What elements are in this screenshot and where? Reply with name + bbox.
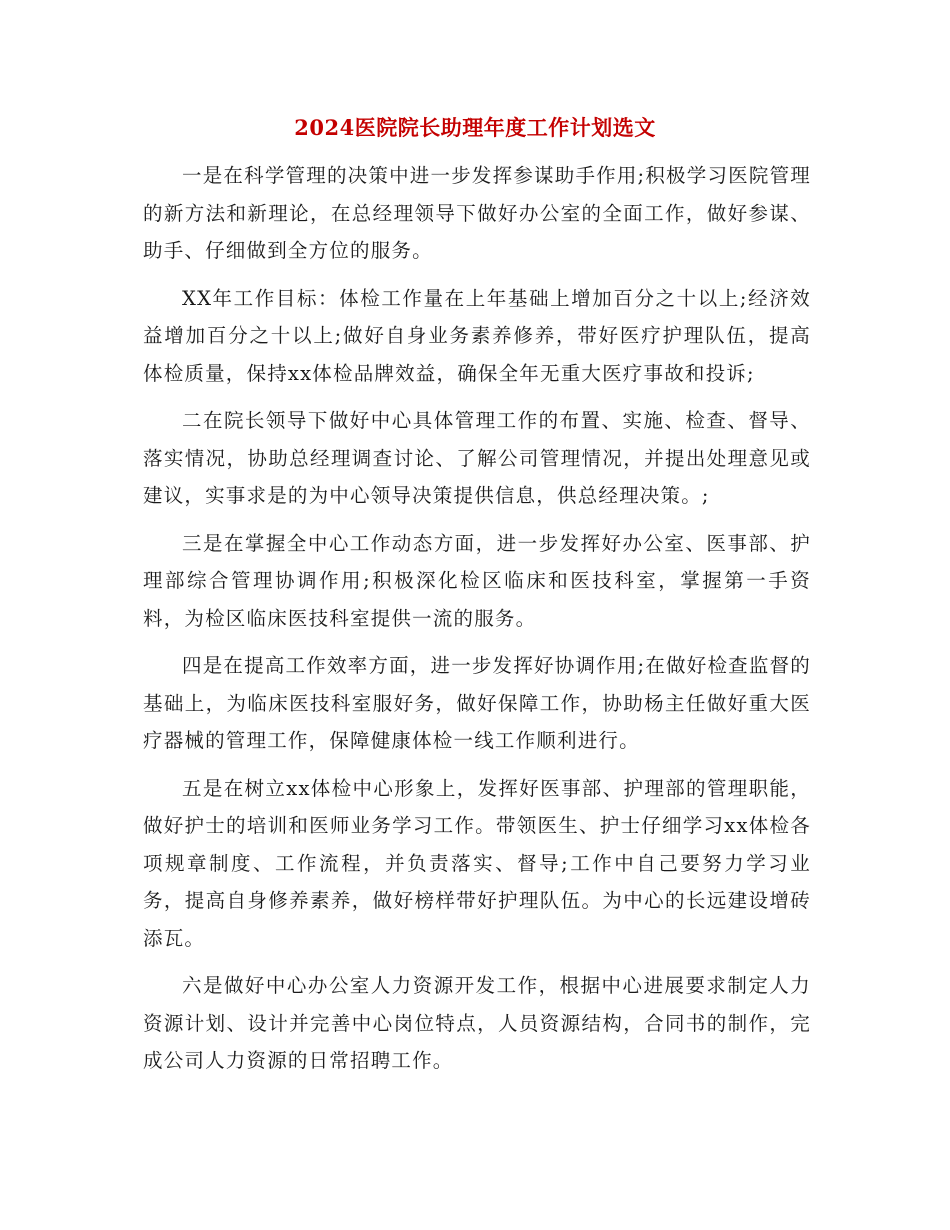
document-title: 2024医院院长助理年度工作计划选文 [294,115,656,140]
paragraph-6: 五是在树立xx体检中心形象上，发挥好医事部、护理部的管理职能，做好护士的培训和医师业务学习工作。带领医生、护士仔细学习xx体检各项规章制度、工作流程，并负责落实、督导;工作中自己要努力学习业务，提高自身修养素养，做好榜样带好护理队伍。为中心的长远建设增砖添瓦。 [143,776,811,950]
document-body [143,157,811,1090]
paragraph-4: 三是在掌握全中心工作动态方面，进一步发挥好办公室、医事部、护理部综合管理协调作用;积极深化检区临床和医技科室，掌握第一手资料，为检区临床医技科室提供一流的服务。 [143,531,811,630]
paragraph-7: 六是做好中心办公室人力资源开发工作，根据中心进展要求制定人力资源计划、设计并完善中心岗位特点，人员资源结构，合同书的制作，完成公司人力资源的日常招聘工作。 [143,974,811,1072]
paragraph-1: 一是在科学管理的决策中进一步发挥参谋助手作用;积极学习医院管理的新方法和新理论，在总经理领导下做好办公室的全面工作，做好参谋、助手、仔细做到全方位的服务。 [143,164,811,262]
paragraph-3: 二在院长领导下做好中心具体管理工作的布置、实施、检查、督导、落实情况，协助总经理调查讨论、了解公司管理情况，并提出处理意见或建议，实事求是的为中心领导决策提供信息，供总经理决策。; [143,409,811,507]
paragraph-2: XX年工作目标：体检工作量在上年基础上增加百分之十以上;经济效益增加百分之十以上;做好自身业务素养修养，带好医疗护理队伍，提高体检质量，保持xx体检品牌效益，确保全年无重大医疗事故和投诉; [143,286,811,385]
paragraph-5: 四是在提高工作效率方面，进一步发挥好协调作用;在做好检查监督的基础上，为临床医技科室服好务，做好保障工作，协助杨主任做好重大医疗器械的管理工作，保障健康体检一线工作顺利进行。 [143,654,811,752]
